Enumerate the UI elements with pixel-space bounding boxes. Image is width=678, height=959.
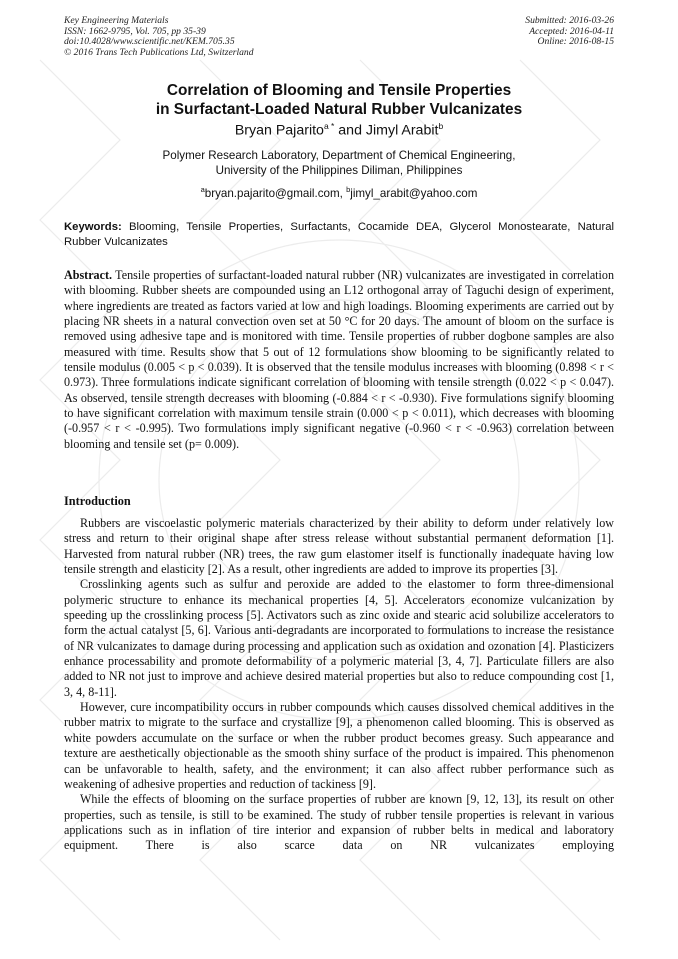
keywords-text: Blooming, Tensile Properties, Surfactants, Cocamide DEA, Glycerol Monostearate, Natural Rubber Vulcanizates (64, 221, 614, 248)
intro-paragraph: Rubbers are viscoelastic polymeric materials characterized by their ability to deform under relatively low stress and return to their original shape after stress release without substantial permanent deformation [1]. Harvested from natural rubber (NR) trees, the raw gum elastomer itself is functionally inadequate having low tensile strength and elasticity [2]. As a result, other ingredients are added to improve its properties [3]. (64, 516, 614, 577)
author-2-marker: b (438, 121, 444, 131)
authors (0, 121, 678, 139)
intro-paragraph: However, cure incompatibility occurs in rubber compounds which causes dissolved chemical additives in the rubber matrix to migrate to the surface and crystallize [9], a phenomenon called blooming. This is observed as white powders accumulate on the surface or when the rubber product becomes greasy. Such appearance and texture are aesthetically objectionable as the smooth shiny surface of the product is impaired. This phenomenon can be unfavorable to health, safety, and the environment; it can also affect rubber performance such as weakening of adhesive properties and reduction of tackiness [9]. (64, 700, 614, 791)
doi: doi:10.4028/www.scientific.net/KEM.705.35 (64, 36, 235, 48)
email-a-marker: a (200, 185, 205, 194)
email-b[interactable]: jimyl_arabit@yahoo.com (350, 186, 478, 200)
accepted-date: Accepted: 2016-04-11 (529, 25, 614, 37)
title-line-1: Correlation of Blooming and Tensile Properties (166, 82, 512, 99)
affiliation (0, 149, 678, 178)
journal-header (64, 16, 254, 58)
introduction-body (64, 516, 614, 854)
intro-paragraph: While the effects of blooming on the surface properties of rubber are known [9, 12, 13], its result on other properties, such as tensile, is still to be examined. The study of rubber tensile properties is relevant in various applications such as in inflation of tire interior and expansion of rubber belts in medical and laboratory equipment. There is also scarce data on NR vulcanizates employing (64, 792, 614, 853)
email-a[interactable]: bryan.pajarito@gmail.com, (204, 186, 347, 200)
title-line-2: in Surfactant-Loaded Natural Rubber Vulcanizates (155, 101, 523, 118)
online-date: Online: 2016-08-15 (537, 36, 614, 48)
author-1: Bryan Pajarito (234, 122, 324, 139)
dates-header (525, 16, 614, 48)
keywords-label: Keywords: (64, 221, 122, 233)
journal-name: Key Engineering Materials (64, 15, 169, 26)
keywords (64, 220, 614, 250)
copyright: © 2016 Trans Tech Publications Ltd, Switzerland (64, 46, 254, 58)
introduction-heading: Introduction (64, 494, 131, 508)
author-joiner: and (334, 122, 366, 139)
emails (0, 185, 678, 200)
author-1-marker: a * (323, 121, 335, 131)
abstract-text: Tensile properties of surfactant-loaded natural rubber (NR) vulcanizates are investigated in correlation with blooming. Rubber sheets are compounded using an L12 orthogonal array of Taguchi design of experiment, where ingredients are treated as factors varied at low and high loadings. Blooming experiments are carried out by placing NR sheets in a natural convection oven set at 50 °C for 20 days. The amount of bloom on the surface is removed using adhesive tape and is monitored with time. Tensile properties of rubber dogbone samples are also measured with time. Results show that 5 out of 12 formulations show blooming to be significantly related to tensile modulus (0.005 < p < 0.039). It is observed that the tensile modulus increases with blooming (0.898 < r < 0.973). Three formulations indicate significant correlation of blooming with tensile strength (0.022 < p < 0.047). As observed, tensile strength decreases with blooming (-0.884 < r < -0.930). Five formulations signify blooming to have significant correlation with maximum tensile strain (0.000 < p < 0.011), which decreases with blooming (-0.957 < r < -0.995). Two formulations imply significant negative (-0.960 < r < -0.963) correlation between blooming and tensile set (p= 0.009). (64, 268, 614, 451)
affiliation-line-2: University of the Philippines Diliman, Philippines (215, 163, 463, 177)
email-b-marker: b (346, 185, 351, 194)
intro-paragraph: Crosslinking agents such as sulfur and peroxide are added to the elastomer to form three-dimensional polymeric structure to enhance its mechanical properties [4, 5]. Accelerators economize vulcanization by speeding up the crosslinking process [5]. Activators such as zinc oxide and stearic acid solubilize accelerators to form the actual catalyst [5, 6]. Various anti-degradants are incorporated to formulations to increase the resistance of NR vulcanizates to damage during processing and application such as oxidation and ozonation [4]. Plasticizers enhance processability and promote deformability of a polymeric material [3, 4, 7]. Particulate fillers are also added to NR not just to improve and achieve desired material properties but also to reduce compounding cost [1, 3, 4, 8-11]. (64, 577, 614, 699)
issn: ISSN: 1662-9795, Vol. 705, pp 35-39 (64, 25, 206, 37)
abstract-label: Abstract. (64, 268, 113, 282)
submitted-date: Submitted: 2016-03-26 (525, 15, 614, 26)
paper-title (0, 81, 678, 119)
abstract (64, 268, 614, 452)
author-2: Jimyl Arabit (365, 122, 439, 139)
affiliation-line-1: Polymer Research Laboratory, Department of Chemical Engineering, (162, 149, 516, 162)
